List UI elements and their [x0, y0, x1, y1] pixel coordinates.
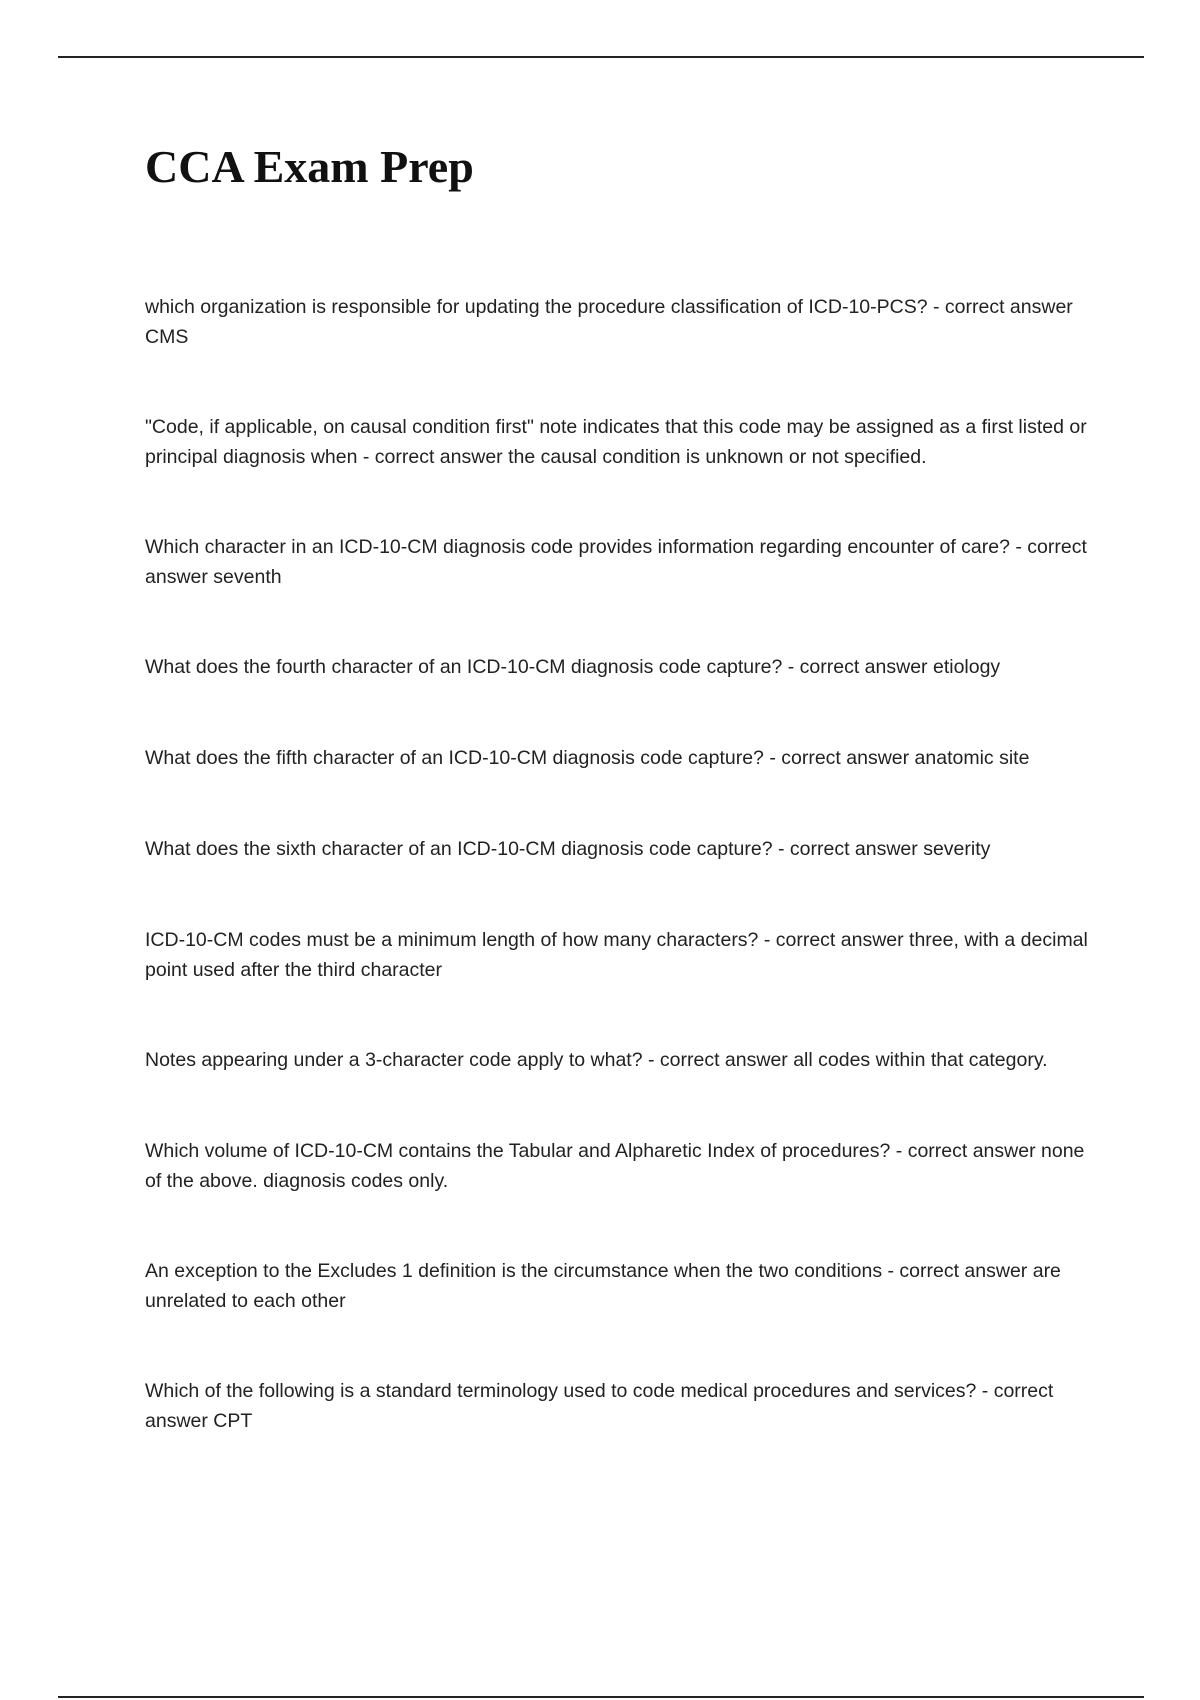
- question-text: What does the fourth character of an ICD-10-CM diagnosis code capture?: [145, 656, 783, 678]
- question-text: What does the fifth character of an ICD-10-CM diagnosis code capture?: [145, 747, 764, 769]
- bottom-rule: [58, 1696, 1144, 1698]
- qa-item: [145, 743, 1095, 773]
- answer-text: CMS: [145, 326, 189, 348]
- qa-item: [145, 292, 1095, 352]
- answer-text: none of the above. diagnosis codes only.: [145, 1140, 1085, 1192]
- question-text: "Code, if applicable, on causal condition first" note indicates that this code may be assigned as a first listed or principal diagnosis when: [145, 416, 1087, 468]
- answer-text: the causal condition is unknown or not specified.: [508, 446, 927, 468]
- answer-separator: - correct answer: [882, 1260, 1033, 1282]
- qa-item: [145, 1136, 1095, 1196]
- answer-text: anatomic site: [914, 747, 1030, 769]
- qa-item: [145, 925, 1095, 985]
- answer-text: etiology: [932, 656, 1001, 678]
- qa-item: [145, 412, 1095, 472]
- question-text: An exception to the Excludes 1 definition is the circumstance when the two conditions: [145, 1260, 883, 1282]
- answer-separator: - correct answer: [782, 656, 933, 678]
- answer-separator: - correct answer: [763, 747, 915, 769]
- question-text: Notes appearing under a 3-character code apply to what?: [145, 1049, 643, 1071]
- answer-separator: - correct answer: [145, 1380, 1054, 1432]
- answer-text: CPT: [213, 1410, 253, 1432]
- answer-separator: - correct answer: [772, 838, 924, 860]
- qa-item: [145, 532, 1095, 592]
- qa-list: [145, 292, 1095, 1496]
- answer-text: are unrelated to each other: [145, 1260, 1061, 1312]
- question-text: What does the sixth character of an ICD-10-CM diagnosis code capture?: [145, 838, 773, 860]
- answer-text: severity: [923, 838, 991, 860]
- question-text: ICD-10-CM codes must be a minimum length of how many characters?: [145, 929, 759, 951]
- qa-item: [145, 1045, 1095, 1075]
- answer-separator: - correct answer: [890, 1140, 1041, 1162]
- qa-item: [145, 1376, 1095, 1436]
- qa-item: [145, 1256, 1095, 1316]
- answer-text: all codes within that category.: [793, 1049, 1048, 1071]
- qa-item: [145, 834, 1095, 864]
- answer-separator: - correct answer: [642, 1049, 794, 1071]
- answer-separator: - correct answer: [758, 929, 910, 951]
- answer-separator: - correct answer: [357, 446, 509, 468]
- answer-text: seventh: [213, 566, 282, 588]
- answer-text: three, with a decimal point used after the third character: [145, 929, 1088, 981]
- top-rule: [58, 56, 1144, 58]
- question-text: Which character in an ICD-10-CM diagnosis code provides information regarding encounter of care?: [145, 536, 1010, 558]
- document-title: CCA Exam Prep: [145, 141, 474, 192]
- question-text: Which volume of ICD-10-CM contains the Tabular and Alpharetic Index of procedures?: [145, 1140, 891, 1162]
- answer-separator: - correct answer: [145, 536, 1087, 588]
- question-text: Which of the following is a standard terminology used to code medical procedures and services?: [145, 1380, 977, 1402]
- qa-item: [145, 652, 1095, 682]
- answer-separator: - correct answer: [927, 296, 1073, 318]
- question-text: which organization is responsible for updating the procedure classification of ICD-10-PCS?: [145, 296, 928, 318]
